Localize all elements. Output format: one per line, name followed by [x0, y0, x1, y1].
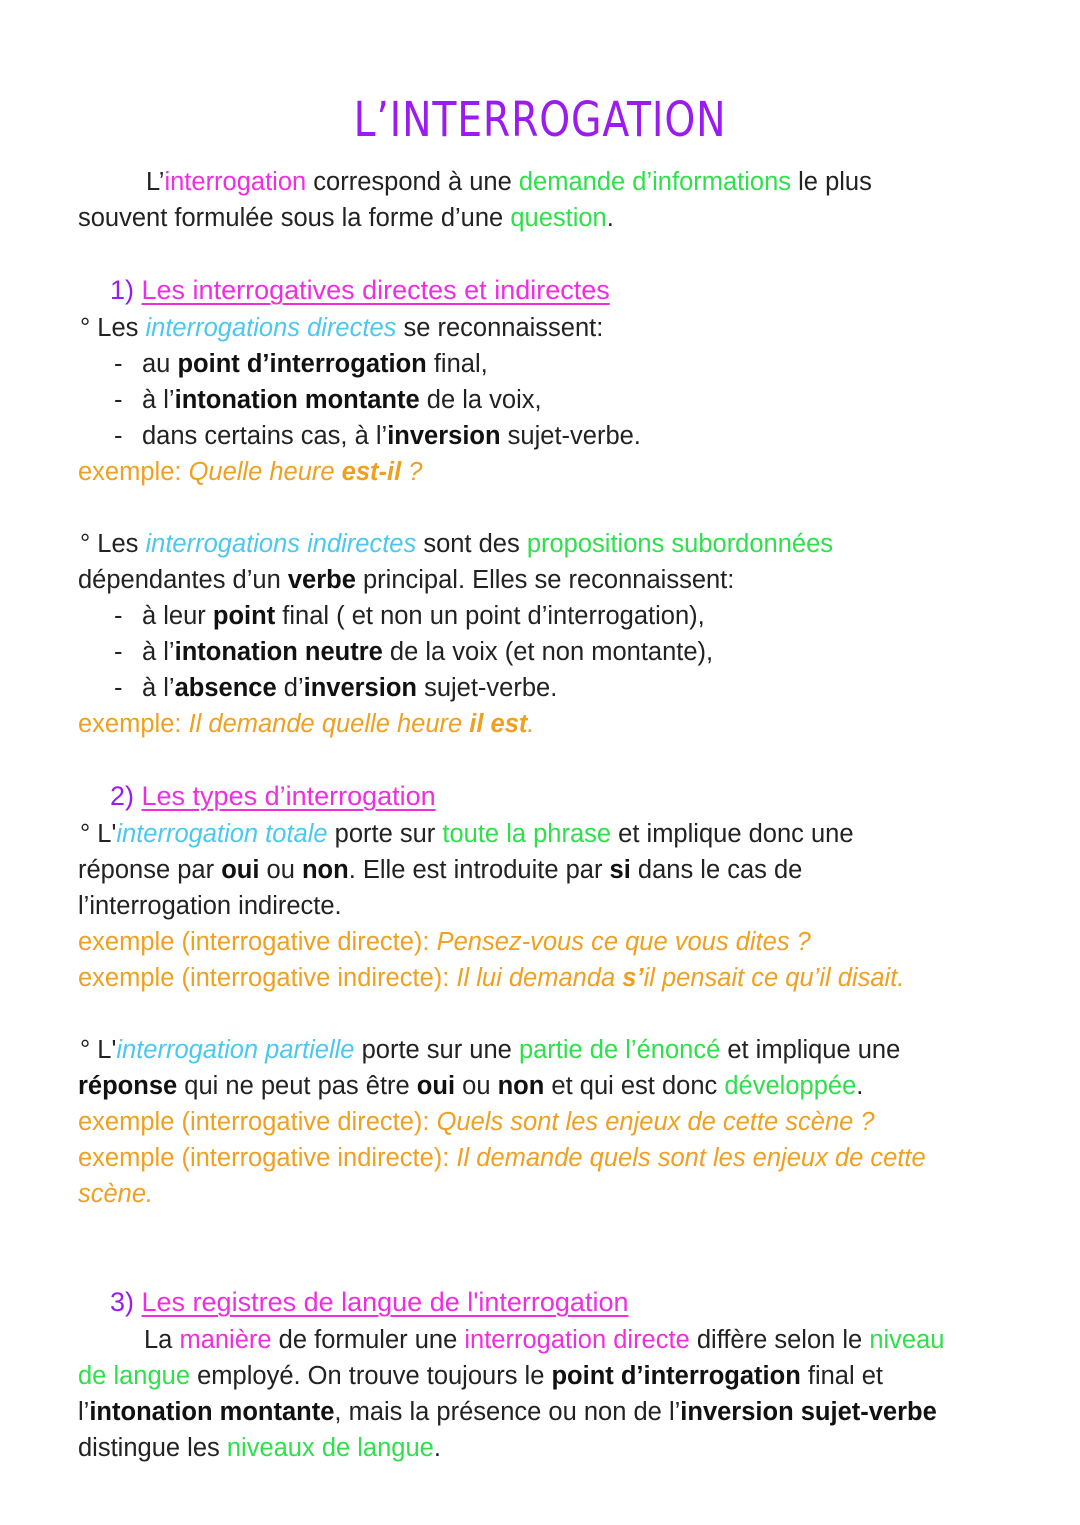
text: le plus — [791, 168, 872, 196]
paragraph-line — [78, 852, 802, 888]
highlight-term: propositions subordonnées — [526, 530, 834, 558]
text: à l’ — [142, 674, 175, 702]
example-text: Pensez-vous ce que vous dites ? — [436, 928, 811, 956]
bold-term: absence — [174, 674, 277, 702]
example-text: Quelle heure — [188, 458, 342, 486]
text: . — [433, 1434, 441, 1462]
text: et implique une — [720, 1036, 901, 1064]
highlight-term: interrogation totale — [116, 820, 328, 848]
text: dans le cas de — [630, 856, 803, 884]
text: principal. Elles se reconnaissent: — [355, 566, 735, 594]
example-line — [78, 1140, 926, 1176]
bold-term: intonation montante — [174, 386, 420, 414]
text: de la voix, — [419, 386, 542, 414]
text: sujet-verbe. — [500, 422, 641, 450]
text: dans certains cas, à l’ — [142, 422, 388, 450]
dash-bullet: - — [114, 638, 123, 666]
text: réponse par — [78, 856, 222, 884]
paragraph-line — [80, 816, 854, 852]
text: et implique donc une — [611, 820, 854, 848]
bullet-item — [76, 346, 488, 382]
highlight-term: interrogations indirectes — [145, 530, 417, 558]
paragraph-line — [78, 1068, 863, 1104]
paragraph-line — [78, 1394, 937, 1430]
text: porte sur — [327, 820, 443, 848]
dash-bullet: - — [114, 350, 123, 378]
text: Les — [90, 314, 146, 342]
text: employé. On trouve toujours le — [190, 1362, 552, 1390]
heading-number: 3) — [110, 1287, 142, 1317]
highlight-term: partie de l’énoncé — [518, 1036, 721, 1064]
text: à l’ — [142, 638, 175, 666]
paragraph-line — [78, 1358, 883, 1394]
text: se reconnaissent: — [396, 314, 604, 342]
highlight-term: manière — [179, 1326, 272, 1354]
text: sujet-verbe. — [416, 674, 558, 702]
text: au — [142, 350, 178, 378]
intro-line-2 — [78, 200, 614, 236]
bold-term: non — [497, 1072, 545, 1100]
text: final, — [426, 350, 488, 378]
example-label: exemple (interrogative indirecte): — [78, 1144, 457, 1172]
text: l’ — [78, 1398, 90, 1426]
text: à leur — [142, 602, 213, 630]
example-line — [78, 924, 811, 960]
text: sont des — [416, 530, 527, 558]
example-label: exemple (interrogative indirecte): — [78, 964, 457, 992]
example-text: Il demande quelle heure — [188, 710, 470, 738]
bold-term: intonation montante — [89, 1398, 335, 1426]
text: . — [856, 1072, 864, 1100]
bold-term: point d’interrogation — [551, 1362, 801, 1390]
bullet-item — [76, 634, 713, 670]
text: ou — [259, 856, 302, 884]
example-bold: il est — [469, 710, 528, 738]
heading-text: Les interrogatives directes et indirectes — [141, 275, 610, 305]
bold-term: verbe — [287, 566, 356, 594]
example-label: exemple: — [78, 710, 189, 738]
text: . — [606, 204, 614, 232]
paragraph-line — [80, 1032, 900, 1068]
text: souvent formulée sous la forme d’une — [78, 204, 511, 232]
example-line — [78, 960, 904, 996]
paragraph-line — [80, 310, 603, 346]
section-1-heading — [110, 272, 610, 308]
highlight-term: interrogation — [164, 168, 307, 196]
dash-bullet: - — [114, 386, 123, 414]
bold-term: oui — [221, 856, 260, 884]
text: de formuler une — [271, 1326, 465, 1354]
text: dépendantes d’un — [78, 566, 288, 594]
highlight-term: développée — [724, 1072, 857, 1100]
text: La — [144, 1326, 180, 1354]
text: et qui est donc — [544, 1072, 725, 1100]
degree-mark: ° — [80, 820, 91, 848]
text: . Elle est introduite par — [348, 856, 610, 884]
bold-term: point d’interrogation — [177, 350, 427, 378]
degree-mark: ° — [80, 1036, 91, 1064]
text: L' — [90, 1036, 117, 1064]
example-text: Il demande quels sont les enjeux de cette — [456, 1144, 926, 1172]
paragraph-line: l’interrogation indirecte. — [78, 892, 342, 920]
highlight-term: de langue — [78, 1362, 191, 1390]
text: ou — [455, 1072, 498, 1100]
example-text: . — [527, 710, 535, 738]
highlight-term: interrogations directes — [145, 314, 397, 342]
paragraph-line — [80, 526, 833, 562]
text: L’ — [146, 168, 165, 196]
bold-term: non — [301, 856, 349, 884]
example-label: exemple (interrogative directe): — [78, 1108, 437, 1136]
bold-term: point — [212, 602, 276, 630]
example-line — [78, 1104, 875, 1140]
text: Les — [90, 530, 146, 558]
dash-bullet: - — [114, 602, 123, 630]
text: L' — [90, 820, 117, 848]
bold-term: réponse — [78, 1072, 178, 1100]
section-2-heading — [110, 778, 436, 814]
bullet-item — [76, 418, 641, 454]
heading-number: 2) — [110, 781, 142, 811]
heading-text: Les registres de langue de l'interrogation — [141, 1287, 629, 1317]
highlight-term: interrogation directe — [464, 1326, 690, 1354]
highlight-term: interrogation partielle — [116, 1036, 355, 1064]
bold-term: oui — [416, 1072, 456, 1100]
degree-mark: ° — [80, 530, 91, 558]
dash-bullet: - — [114, 674, 123, 702]
paragraph-line — [78, 562, 734, 598]
text: qui ne peut pas être — [177, 1072, 417, 1100]
text: final et — [800, 1362, 883, 1390]
page-title: L’INTERROGATION — [353, 92, 727, 148]
example-text: ? — [401, 458, 423, 486]
text: diffère selon le — [689, 1326, 870, 1354]
example-label: exemple: — [78, 458, 189, 486]
highlight-term: toute la phrase — [442, 820, 612, 848]
text: porte sur une — [354, 1036, 519, 1064]
bullet-item — [76, 598, 705, 634]
paragraph-line — [78, 1430, 441, 1466]
bold-term: inversion — [387, 422, 501, 450]
intro-line-1 — [146, 164, 872, 200]
highlight-term: demande d’informations — [518, 168, 792, 196]
example-bold: s’ — [622, 964, 644, 992]
example-line — [78, 706, 534, 742]
text: final ( et non un point d’interrogation), — [275, 602, 705, 630]
highlight-term: niveau — [869, 1326, 945, 1354]
bullet-item — [76, 670, 557, 706]
example-text: il pensait ce qu’il disait. — [643, 964, 905, 992]
highlight-term: niveaux de langue — [226, 1434, 434, 1462]
paragraph-line — [144, 1322, 944, 1358]
example-line — [78, 454, 422, 490]
bullet-item — [76, 382, 542, 418]
example-text: Il lui demanda — [456, 964, 623, 992]
text: correspond à une — [306, 168, 519, 196]
dash-bullet: - — [114, 422, 123, 450]
text: distingue les — [78, 1434, 227, 1462]
highlight-term: question — [510, 204, 607, 232]
text: , mais la présence ou non de l’ — [334, 1398, 681, 1426]
text: d’ — [276, 674, 304, 702]
example-line: scène. — [78, 1180, 154, 1208]
bold-term: inversion sujet-verbe — [680, 1398, 937, 1426]
text: de la voix (et non montante), — [382, 638, 714, 666]
text: à l’ — [142, 386, 175, 414]
example-label: exemple (interrogative directe): — [78, 928, 437, 956]
example-text: Quels sont les enjeux de cette scène ? — [436, 1108, 875, 1136]
bold-term: si — [609, 856, 631, 884]
heading-text: Les types d’interrogation — [141, 781, 436, 811]
bold-term: inversion — [303, 674, 417, 702]
bold-term: intonation neutre — [174, 638, 383, 666]
degree-mark: ° — [80, 314, 91, 342]
heading-number: 1) — [110, 275, 142, 305]
example-bold: est-il — [341, 458, 402, 486]
section-3-heading — [110, 1284, 628, 1320]
